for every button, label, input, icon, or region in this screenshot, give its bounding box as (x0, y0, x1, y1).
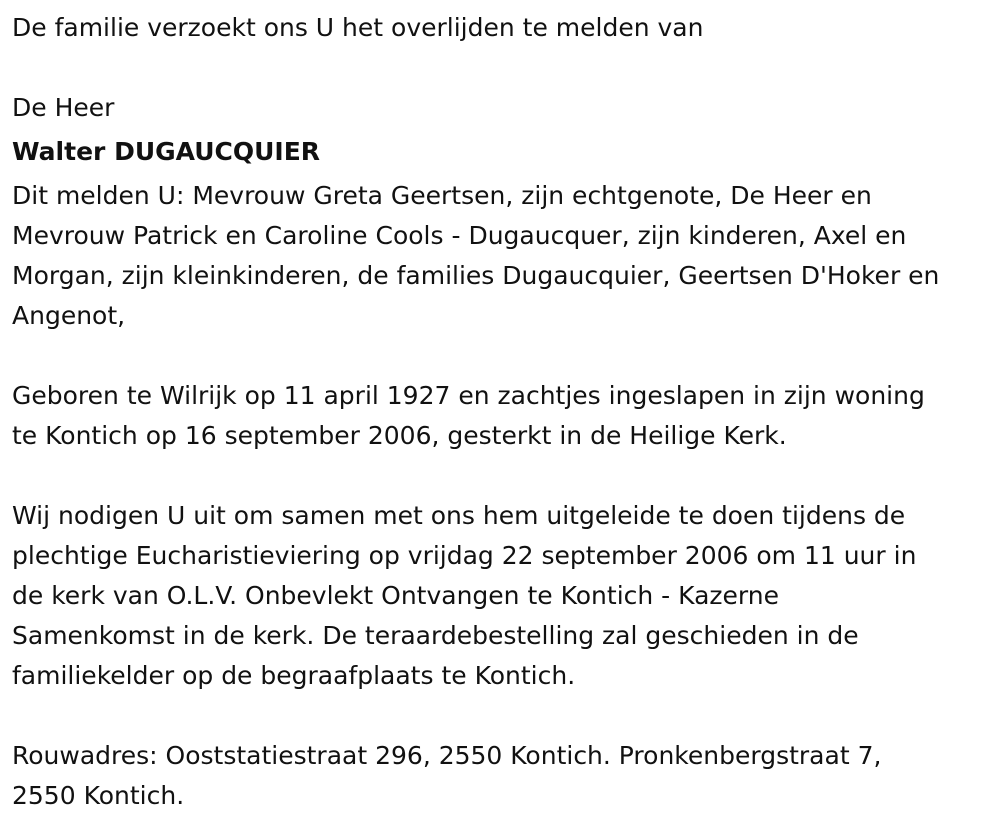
ceremony-paragraph: Wij nodigen U uit om samen met ons hem uitgeleide te doen tijdens de plechtige Eucharistieviering op vrijdag 22 september 2006 om 11 uur in de kerk van O.L.V. Onbevlekt Ontvangen te Kontich - Kazerne Samenkomst in de kerk. De teraardebestelling zal geschieden in de familiekelder op de begraafplaats te Kontich. (12, 501, 917, 690)
deceased-name: Walter DUGAUCQUIER (12, 137, 321, 166)
intro-text: De familie verzoekt ons U het overlijden te melden van (12, 13, 704, 42)
birth-death-paragraph: Geboren te Wilrijk op 11 april 1927 en zachtjes ingeslapen in zijn woning te Kontich op 16 september 2006, gesterkt in de Heilige Kerk. (12, 381, 925, 450)
salutation-text: De Heer (12, 93, 115, 122)
family-paragraph: Dit melden U: Mevrouw Greta Geertsen, zijn echtgenote, De Heer en Mevrouw Patrick en Caroline Cools - Dugaucquer, zijn kinderen, Axel en Morgan, zijn kleinkinderen, de families Dugaucquier, Geertsen D'Hoker en Angenot, (12, 181, 940, 330)
address-paragraph: Rouwadres: Ooststatiestraat 296, 2550 Kontich. Pronkenbergstraat 7, 2550 Kontich. (12, 741, 882, 810)
